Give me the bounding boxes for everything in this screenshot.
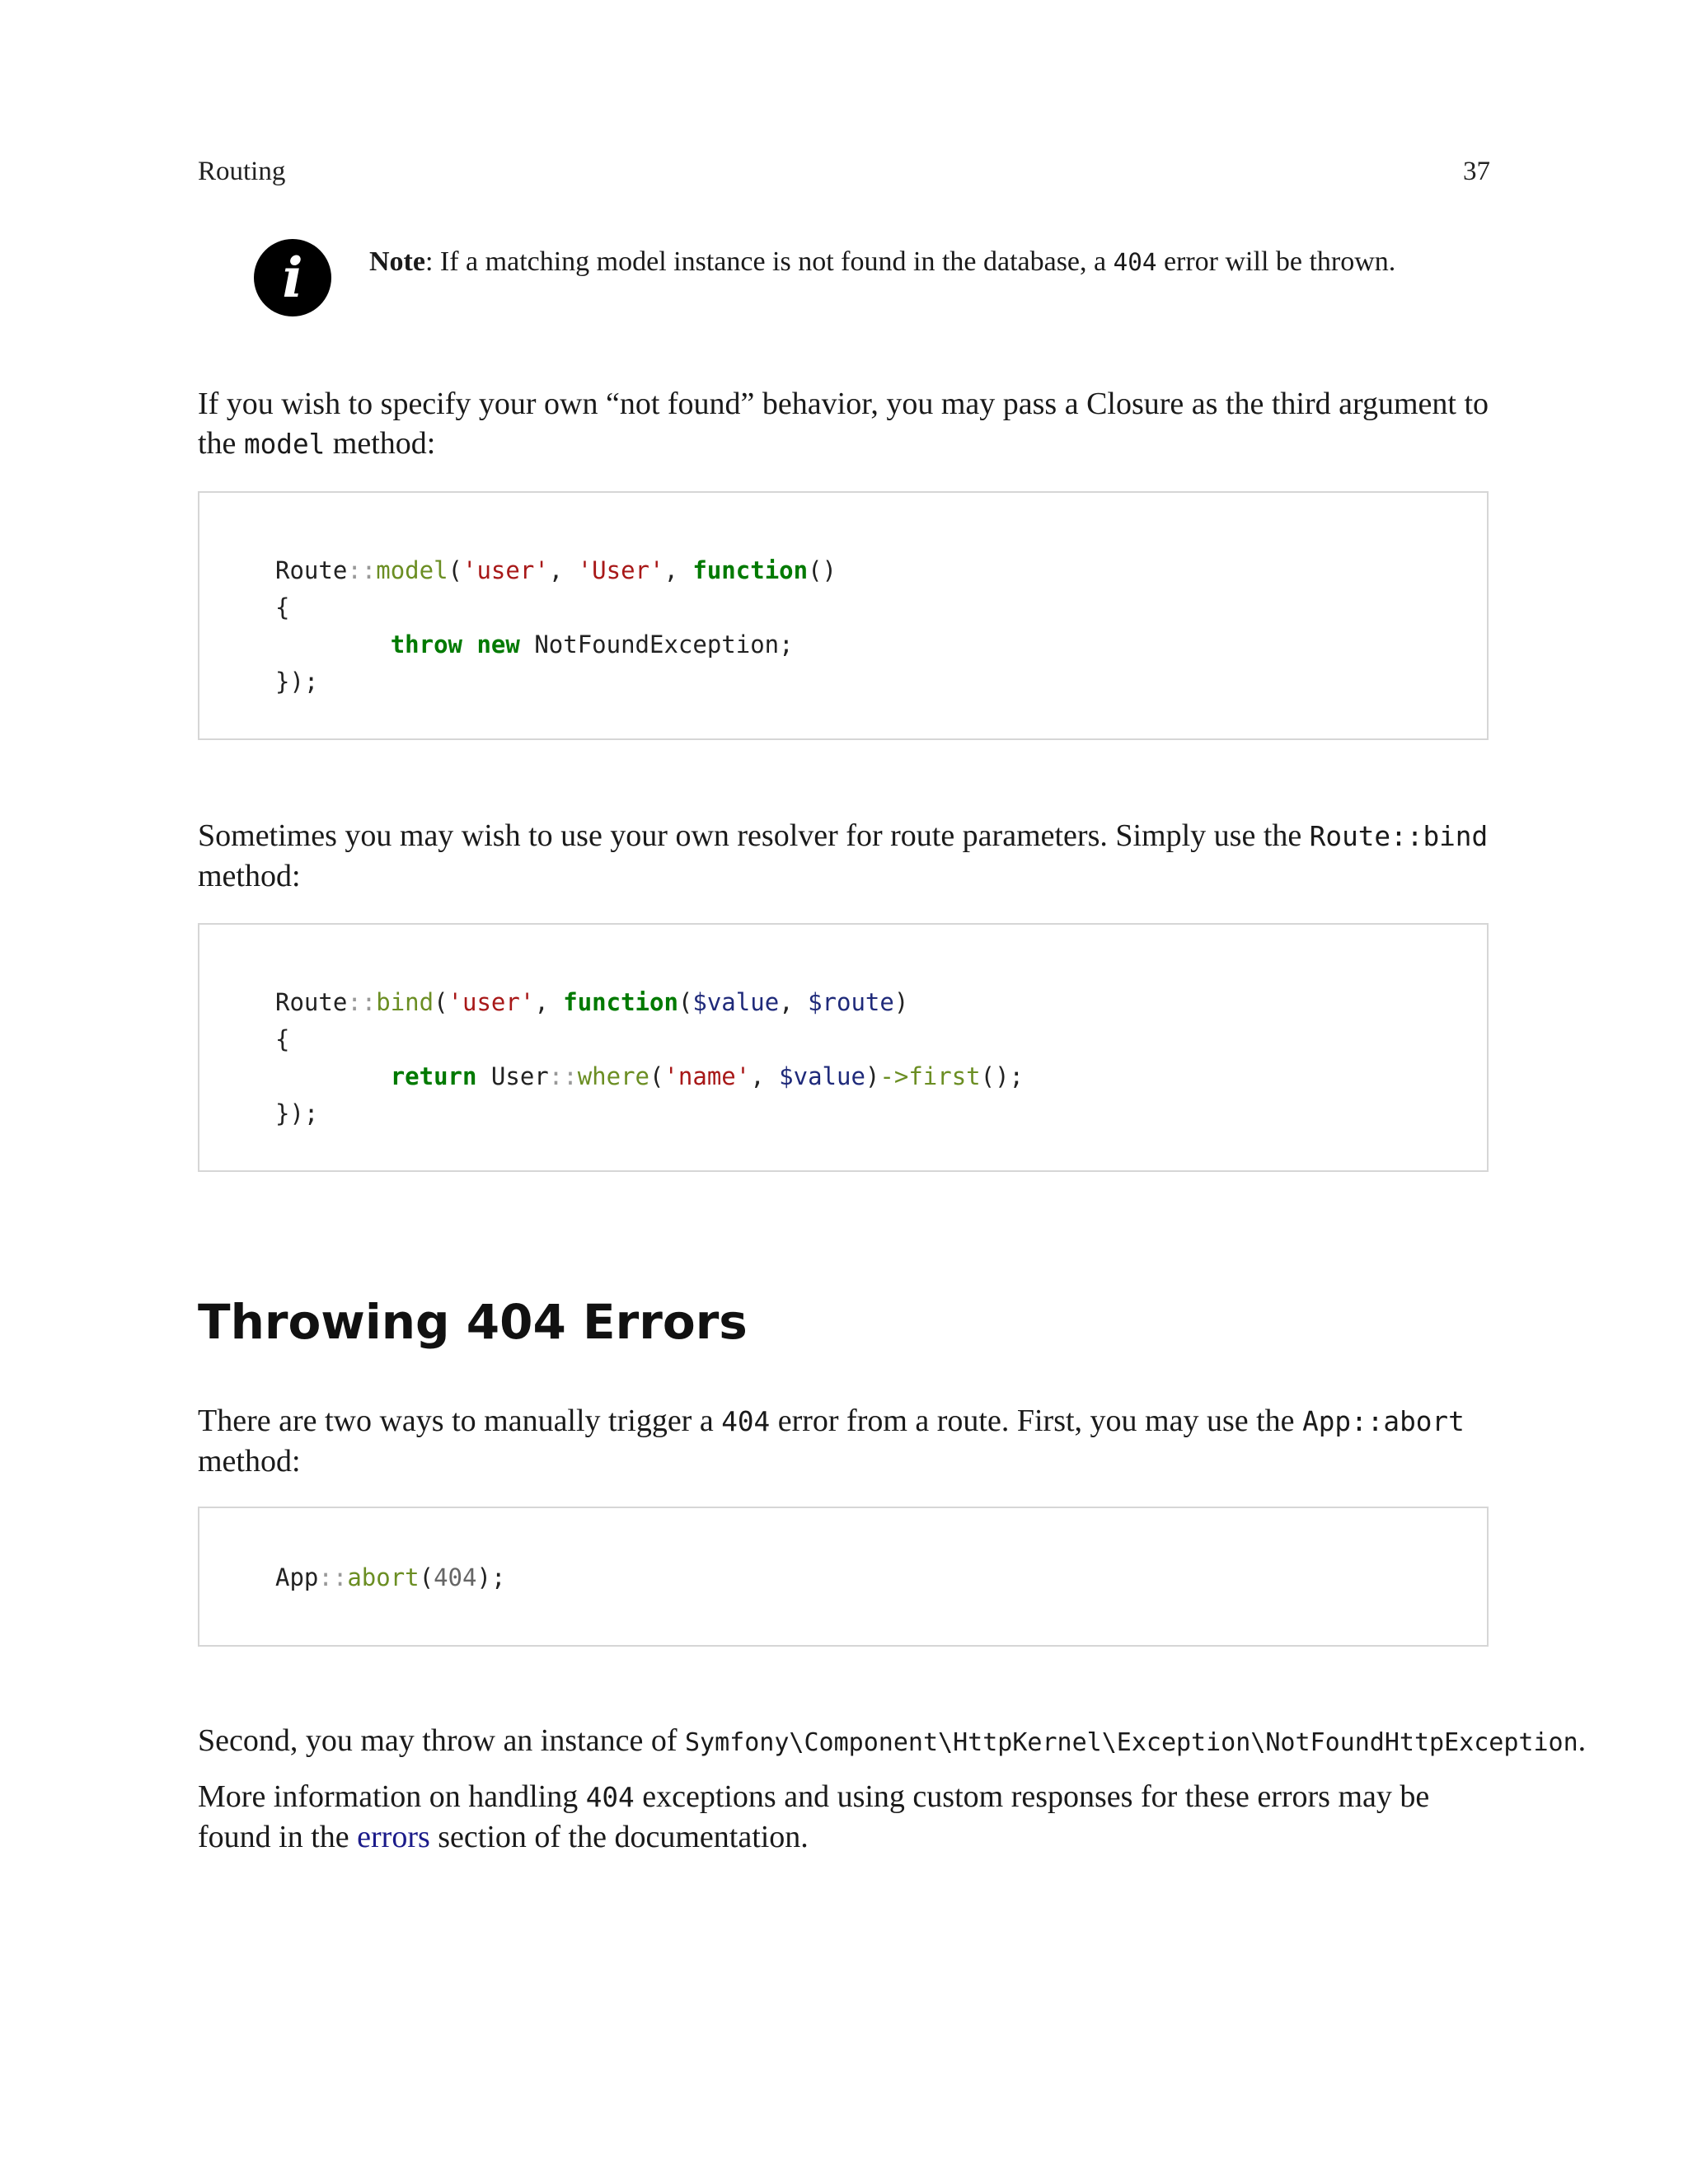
- text: More information on handling: [198, 1779, 586, 1814]
- note-text-part: error will be thrown.: [1156, 246, 1396, 277]
- running-title: Routing: [198, 157, 286, 186]
- code-token: 'user': [448, 988, 535, 1016]
- text: If you wish to specify your own “not found” behavior, you may pass a Closure as the third argument to the: [198, 387, 1489, 461]
- code-indent: [275, 1062, 391, 1090]
- text: error from a route. First, you may use the: [770, 1404, 1303, 1438]
- text: exceptions and using custom responses for these errors may be found in the: [198, 1779, 1430, 1854]
- code-token: function: [563, 988, 678, 1016]
- code-token: ::: [548, 1062, 578, 1090]
- code-token: where: [577, 1062, 649, 1090]
- code-token: 'user': [462, 556, 549, 584]
- note-label: Note: [369, 246, 425, 277]
- code-token: {: [275, 593, 290, 621]
- page-header: [198, 157, 1490, 187]
- code-token: ->: [879, 1062, 909, 1090]
- code-token: bind: [376, 988, 434, 1016]
- code-token: 404: [434, 1563, 477, 1591]
- code-token: $value: [779, 1062, 865, 1090]
- code-token: ();: [980, 1062, 1025, 1090]
- code-token: });: [275, 668, 319, 696]
- inline-code: Route::bind: [1309, 821, 1489, 852]
- info-icon: i: [254, 239, 331, 316]
- code-token: throw: [390, 630, 462, 658]
- paragraph-route-bind: [198, 816, 1490, 896]
- code-token: (): [808, 556, 837, 584]
- code-token: ): [893, 988, 909, 1016]
- code-token: });: [275, 1099, 319, 1127]
- code-token: (: [448, 556, 463, 584]
- code-token: $value: [692, 988, 780, 1016]
- code-token: ,: [779, 988, 809, 1016]
- inline-code: model: [243, 429, 326, 460]
- paragraph-throw-instance: [198, 1721, 1648, 1763]
- code-token: ::: [347, 988, 377, 1016]
- code-token: App: [275, 1563, 319, 1591]
- inline-code: 404: [585, 1782, 635, 1813]
- note-callout: [254, 239, 1507, 316]
- code-token: ): [865, 1062, 880, 1090]
- code-content: [275, 552, 837, 701]
- code-token: new: [476, 630, 520, 658]
- text: There are two ways to manually trigger a: [198, 1404, 722, 1438]
- code-token: {: [275, 1025, 290, 1053]
- code-token: (: [434, 988, 448, 1016]
- code-token: abort: [347, 1563, 420, 1591]
- text: .: [1578, 1723, 1587, 1758]
- code-token: ::: [318, 1563, 348, 1591]
- inline-code: Symfony\Component\HttpKernel\Exception\NotFoundHttpException: [684, 1728, 1578, 1757]
- text: Second, you may throw an instance of: [198, 1723, 685, 1758]
- code-token: $route: [808, 988, 894, 1016]
- code-content: [275, 1559, 505, 1596]
- code-block-app-abort: [198, 1507, 1489, 1647]
- code-token: (: [419, 1563, 434, 1591]
- code-content: [275, 984, 1024, 1132]
- text: method:: [198, 859, 301, 893]
- page-number: 37: [1463, 157, 1490, 186]
- code-token: 'User': [577, 556, 664, 584]
- code-token: (: [649, 1062, 664, 1090]
- code-block-route-bind: [198, 923, 1489, 1172]
- code-token: ::: [347, 556, 377, 584]
- paragraph-app-abort: [198, 1401, 1490, 1481]
- paragraph-not-found-behavior: [198, 384, 1490, 464]
- code-token: 'name': [663, 1062, 751, 1090]
- text: section of the documentation.: [429, 1820, 809, 1854]
- code-token: [462, 630, 476, 658]
- code-token: Route: [275, 556, 348, 584]
- paragraph-more-information: [198, 1777, 1490, 1857]
- code-block-route-model: [198, 491, 1489, 740]
- text: method:: [198, 1444, 301, 1479]
- code-token: );: [476, 1563, 506, 1591]
- code-token: ,: [548, 556, 578, 584]
- text: method:: [325, 426, 436, 461]
- section-heading: Throwing 404 Errors: [198, 1294, 748, 1350]
- inline-code: App::abort: [1302, 1406, 1465, 1437]
- code-token: NotFoundException;: [519, 630, 794, 658]
- inline-code: 404: [1113, 248, 1157, 276]
- code-token: Route: [275, 988, 348, 1016]
- note-text-part: : If a matching model instance is not found in the database, a: [424, 246, 1114, 277]
- code-token: ,: [750, 1062, 780, 1090]
- code-token: ,: [663, 556, 693, 584]
- code-token: User: [476, 1062, 549, 1090]
- note-text: [369, 244, 1395, 280]
- code-token: (: [678, 988, 693, 1016]
- inline-code: 404: [721, 1406, 771, 1437]
- code-token: function: [692, 556, 809, 584]
- text: Sometimes you may wish to use your own resolver for route parameters. Simply use the: [198, 818, 1310, 853]
- code-token: first: [908, 1062, 981, 1090]
- code-token: ,: [534, 988, 564, 1016]
- code-token: model: [376, 556, 448, 584]
- code-token: return: [390, 1062, 477, 1090]
- code-indent: [275, 630, 391, 658]
- errors-link[interactable]: errors: [357, 1820, 430, 1854]
